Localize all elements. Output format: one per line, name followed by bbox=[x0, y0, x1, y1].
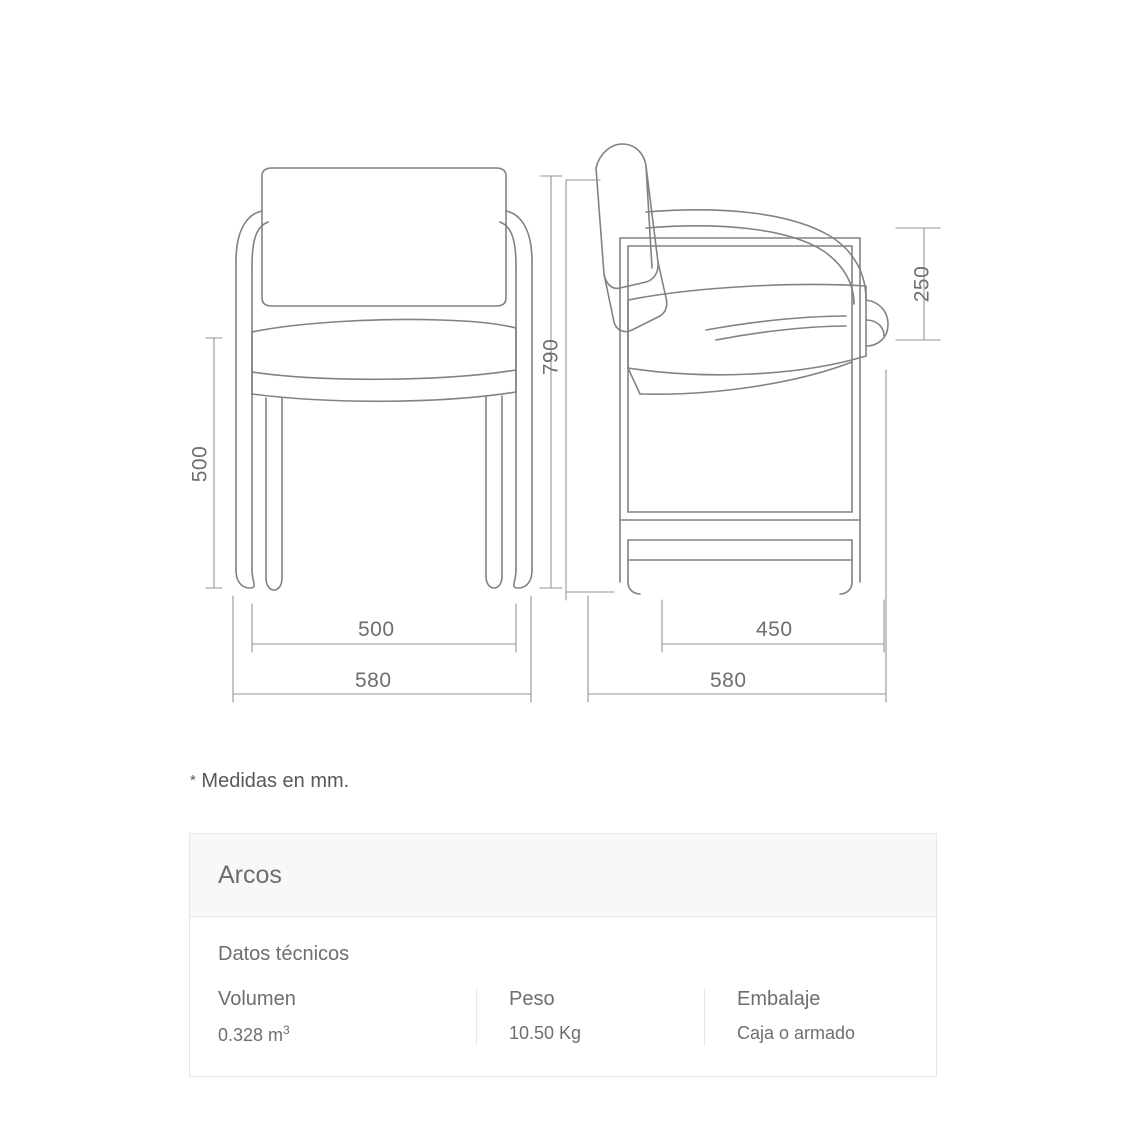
side-view-chair bbox=[596, 144, 888, 594]
spec-weight bbox=[476, 988, 704, 1046]
spec-volume-number: 0.328 m bbox=[218, 1025, 284, 1045]
dimension-label-front-seat-height: 500 bbox=[188, 445, 212, 483]
dimension-label-front-total-height: 790 bbox=[539, 338, 563, 376]
panel-body bbox=[190, 917, 936, 1076]
spec-packaging-label: Embalaje bbox=[737, 988, 821, 1010]
note-text: Medidas en mm. bbox=[201, 770, 350, 792]
dimension-label-side-back-height: 250 bbox=[910, 265, 934, 303]
spec-volume-label: Volumen bbox=[218, 988, 296, 1010]
panel-header bbox=[190, 834, 936, 917]
spec-packaging bbox=[704, 988, 904, 1046]
dimension-label-side-total-depth: 580 bbox=[710, 669, 747, 692]
dimension-label-front-total-width: 580 bbox=[355, 669, 392, 692]
spec-volume-value bbox=[218, 1023, 452, 1046]
spec-volume bbox=[218, 988, 476, 1046]
front-view-chair bbox=[236, 168, 532, 590]
technical-data-panel bbox=[189, 833, 937, 1077]
spec-weight-label: Peso bbox=[509, 988, 555, 1010]
spec-volume-exponent: 3 bbox=[283, 1023, 290, 1037]
dimension-label-front-seat-width: 500 bbox=[358, 618, 395, 641]
dimension-label-side-seat-depth: 450 bbox=[756, 618, 793, 641]
spec-packaging-value: Caja o armado bbox=[737, 1023, 856, 1043]
measurement-note bbox=[190, 770, 349, 793]
product-name: Arcos bbox=[218, 860, 282, 889]
specs-row bbox=[218, 988, 908, 1046]
note-asterisk: * bbox=[190, 772, 196, 789]
spec-weight-value: 10.50 Kg bbox=[509, 1023, 582, 1043]
specs-heading: Datos técnicos bbox=[218, 943, 350, 965]
